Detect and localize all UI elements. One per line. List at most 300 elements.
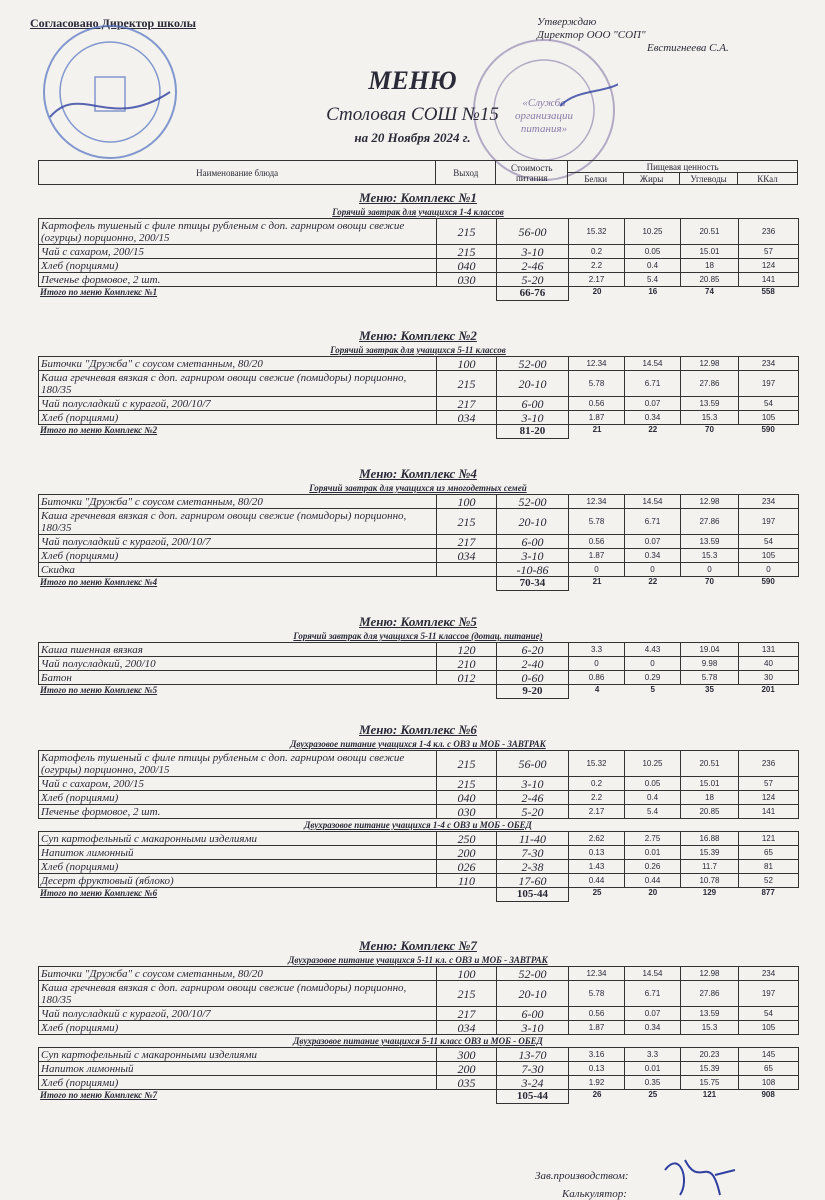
dish-fat: 0.34: [625, 1021, 681, 1035]
dish-protein: 5.78: [569, 509, 625, 535]
menu-table: [38, 356, 799, 425]
table-row: [39, 245, 799, 259]
total-carbs: 129: [702, 888, 717, 897]
dish-protein: 1.87: [569, 1021, 625, 1035]
total-carbs: 74: [705, 287, 714, 296]
dish-yield: 215: [437, 777, 497, 791]
complex-title: Меню: Комплекс №1: [359, 190, 477, 205]
dish-fat: 0: [625, 563, 681, 577]
table-row: [39, 371, 799, 397]
dish-fat: 5.4: [625, 805, 681, 819]
dish-carbs: 18: [681, 791, 739, 805]
dish-yield: 215: [437, 509, 497, 535]
dish-price: 3-10: [497, 549, 569, 563]
dish-name: Чай полусладкий с курагой, 200/10/7: [39, 1007, 437, 1021]
complex-subtitle: Горячий завтрак для учащихся 5-11 классов: [330, 345, 506, 355]
dish-price: 3-10: [497, 777, 569, 791]
total-fat: 22: [648, 425, 658, 434]
dish-price: 5-20: [497, 273, 569, 287]
table-row: [39, 259, 799, 273]
dish-protein: 0.44: [569, 874, 625, 888]
dish-protein: 1.87: [569, 411, 625, 425]
dish-yield: 200: [437, 846, 497, 860]
school-title: Столовая СОШ №15: [326, 104, 499, 125]
dish-price: 3-10: [497, 1021, 569, 1035]
dish-yield: 035: [437, 1076, 497, 1090]
total-protein: 26: [592, 1090, 602, 1099]
dish-name: Хлеб (порциями): [39, 411, 437, 425]
dish-price: 56-00: [497, 219, 569, 245]
dish-fat: 0.07: [625, 1007, 681, 1021]
dish-name: Хлеб (порциями): [39, 1076, 437, 1090]
dish-protein: 2.2: [569, 791, 625, 805]
dish-fat: 14.54: [625, 495, 681, 509]
dish-name: Хлеб (порциями): [39, 549, 437, 563]
dish-price: 6-00: [497, 397, 569, 411]
dish-kcal: 234: [739, 967, 799, 981]
complex-title: Меню: Комплекс №4: [359, 466, 477, 481]
dish-yield: 030: [437, 273, 497, 287]
dish-carbs: 15.3: [681, 411, 739, 425]
dish-name: Чай полусладкий, 200/10: [39, 657, 437, 671]
dish-price: 3-10: [497, 411, 569, 425]
total-carbs: 70: [705, 577, 714, 586]
dish-yield: 217: [437, 1007, 497, 1021]
dish-fat: 0.4: [625, 791, 681, 805]
col-carbs: Углеводы: [680, 173, 738, 185]
approve-line: Утверждаю: [537, 16, 597, 28]
dish-fat: 0.35: [625, 1076, 681, 1090]
complex-section: [38, 938, 798, 1104]
dish-name: Суп картофельный с макаронными изделиями: [39, 832, 437, 846]
page-title: МЕНЮ: [368, 66, 457, 95]
table-row: [39, 805, 799, 819]
dish-carbs: 27.86: [681, 371, 739, 397]
dish-name: Хлеб (порциями): [39, 860, 437, 874]
dish-price: 7-30: [497, 1062, 569, 1076]
dish-kcal: 40: [739, 657, 799, 671]
complex-total: [38, 685, 798, 699]
dish-price: 2-38: [497, 860, 569, 874]
dish-yield: 030: [437, 805, 497, 819]
date-title: на 20 Ноября 2024 г.: [354, 130, 471, 145]
dish-kcal: 197: [739, 509, 799, 535]
total-label: Итого по меню Комплекс №6: [40, 888, 158, 898]
svg-text:организации: организации: [514, 110, 574, 122]
menu-table: [38, 1047, 799, 1090]
col-price: Стоимость питания: [496, 161, 568, 185]
dish-carbs: 15.3: [681, 549, 739, 563]
dish-price: 6-20: [497, 643, 569, 657]
dish-kcal: 57: [739, 777, 799, 791]
dish-yield: 012: [437, 671, 497, 685]
table-row: [39, 397, 799, 411]
total-kcal: 908: [761, 1090, 775, 1099]
dish-yield: 040: [437, 259, 497, 273]
dish-kcal: 54: [739, 397, 799, 411]
dish-fat: 0.05: [625, 777, 681, 791]
dish-name: Чай с сахаром, 200/15: [39, 777, 437, 791]
table-row: [39, 832, 799, 846]
table-row: [39, 509, 799, 535]
dish-fat: 0.29: [625, 671, 681, 685]
dish-carbs: 19.04: [681, 643, 739, 657]
dish-fat: 0.4: [625, 259, 681, 273]
dish-fat: 0: [625, 657, 681, 671]
dish-kcal: 145: [739, 1048, 799, 1062]
menu-table: [38, 218, 799, 287]
dish-protein: 0.86: [569, 671, 625, 685]
dish-protein: 12.34: [569, 357, 625, 371]
dish-protein: 3.16: [569, 1048, 625, 1062]
dish-name: Печенье формовое, 2 шт.: [39, 805, 437, 819]
dish-name: Биточки "Дружба" с соусом сметанным, 80/20: [39, 495, 437, 509]
dish-fat: 14.54: [625, 967, 681, 981]
dish-name: Скидка: [39, 563, 437, 577]
dish-fat: 0.26: [625, 860, 681, 874]
dish-price: 52-00: [497, 495, 569, 509]
dish-price: 11-40: [497, 832, 569, 846]
dish-yield: 026: [437, 860, 497, 874]
dish-yield: 217: [437, 535, 497, 549]
dish-carbs: 5.78: [681, 671, 739, 685]
menu-table: [38, 831, 799, 888]
signature: [660, 1150, 740, 1200]
dish-carbs: 27.86: [681, 509, 739, 535]
dish-fat: 6.71: [625, 981, 681, 1007]
dish-price: 20-10: [497, 371, 569, 397]
dish-kcal: 124: [739, 259, 799, 273]
total-label: Итого по меню Комплекс №7: [40, 1090, 158, 1100]
complex-title: Меню: Комплекс №2: [359, 328, 477, 343]
total-protein: 4: [594, 685, 600, 694]
complex-section: [38, 722, 798, 902]
dish-kcal: 57: [739, 245, 799, 259]
col-name: Наименование блюда: [39, 161, 436, 185]
dish-name: Хлеб (порциями): [39, 1021, 437, 1035]
calculator-label: Калькулятор:: [562, 1188, 627, 1200]
dish-kcal: 236: [739, 751, 799, 777]
approve-director: Директор ООО "СОП": [537, 29, 646, 41]
dish-yield: 034: [437, 549, 497, 563]
complex-subtitle: Горячий завтрак для учащихся 5-11 классов (дотац. питание): [293, 631, 543, 641]
dish-name: Чай полусладкий с курагой, 200/10/7: [39, 535, 437, 549]
total-protein: 21: [592, 425, 602, 434]
dish-kcal: 52: [739, 874, 799, 888]
table-row: [39, 549, 799, 563]
dish-protein: 15.32: [569, 751, 625, 777]
col-protein: Белки: [568, 173, 624, 185]
dish-yield: 100: [437, 357, 497, 371]
menu-table: [38, 642, 799, 685]
total-kcal: 590: [761, 577, 775, 586]
dish-name: Каша гречневая вязкая с доп. гарниром овощи свежие (помидоры) порционно, 180/35: [39, 981, 437, 1007]
complex-title: Меню: Комплекс №7: [359, 938, 477, 953]
table-row: [39, 411, 799, 425]
dish-kcal: 131: [739, 643, 799, 657]
dish-kcal: 105: [739, 1021, 799, 1035]
table-row: [39, 671, 799, 685]
dish-yield: 200: [437, 1062, 497, 1076]
dish-fat: 0.34: [625, 549, 681, 563]
dish-price: 13-70: [497, 1048, 569, 1062]
dish-fat: 10.25: [625, 751, 681, 777]
dish-protein: 0: [569, 657, 625, 671]
dish-kcal: 54: [739, 1007, 799, 1021]
dish-carbs: 20.51: [681, 751, 739, 777]
dish-protein: 15.32: [569, 219, 625, 245]
dish-carbs: 13.59: [681, 397, 739, 411]
total-sum: 9-20: [496, 685, 570, 699]
dish-fat: 0.44: [625, 874, 681, 888]
table-row: [39, 563, 799, 577]
dish-carbs: 15.39: [681, 1062, 739, 1076]
dish-carbs: 18: [681, 259, 739, 273]
table-row: [39, 791, 799, 805]
dish-name: Каша гречневая вязкая с доп. гарниром овощи свежие (помидоры) порционно, 180/35: [39, 509, 437, 535]
column-header: [38, 160, 798, 185]
total-protein: 20: [592, 287, 602, 296]
dish-price: 52-00: [497, 967, 569, 981]
dish-name: Хлеб (порциями): [39, 791, 437, 805]
dish-carbs: 15.01: [681, 245, 739, 259]
dish-carbs: 20.85: [681, 273, 739, 287]
dish-yield: 250: [437, 832, 497, 846]
table-row: [39, 846, 799, 860]
dish-name: Чай с сахаром, 200/15: [39, 245, 437, 259]
total-sum: 105-44: [496, 888, 570, 902]
dish-name: Печенье формовое, 2 шт.: [39, 273, 437, 287]
dish-fat: 6.71: [625, 371, 681, 397]
dish-kcal: 0: [739, 563, 799, 577]
dish-carbs: 9.98: [681, 657, 739, 671]
total-fat: 5: [650, 685, 655, 694]
complex-subtitle: Двухразовое питание учащихся 1-4 с ОВЗ и МОБ - ОБЕД: [304, 820, 532, 830]
dish-fat: 3.3: [625, 1048, 681, 1062]
dish-yield: 217: [437, 397, 497, 411]
dish-kcal: 30: [739, 671, 799, 685]
dish-price: 20-10: [497, 509, 569, 535]
table-row: [39, 1007, 799, 1021]
dish-protein: 0.56: [569, 397, 625, 411]
complex-total: [38, 425, 798, 439]
dish-protein: 1.87: [569, 549, 625, 563]
dish-fat: 6.71: [625, 509, 681, 535]
dish-name: Напиток лимонный: [39, 1062, 437, 1076]
dish-price: 6-00: [497, 1007, 569, 1021]
dish-yield: [437, 563, 497, 577]
dish-kcal: 54: [739, 535, 799, 549]
dish-name: Хлеб (порциями): [39, 259, 437, 273]
table-row: [39, 1021, 799, 1035]
total-sum: 81-20: [496, 425, 570, 439]
total-carbs: 70: [705, 425, 714, 434]
dish-yield: 210: [437, 657, 497, 671]
dish-kcal: 108: [739, 1076, 799, 1090]
dish-price: 3-24: [497, 1076, 569, 1090]
dish-yield: 300: [437, 1048, 497, 1062]
dish-price: 20-10: [497, 981, 569, 1007]
col-yield: Выход: [436, 161, 496, 185]
dish-carbs: 12.98: [681, 357, 739, 371]
dish-fat: 0.01: [625, 846, 681, 860]
dish-carbs: 16.88: [681, 832, 739, 846]
complex-subtitle: Двухразовое питание учащихся 1-4 кл. с ОВЗ и МОБ - ЗАВТРАК: [290, 739, 546, 749]
dish-protein: 0.56: [569, 535, 625, 549]
dish-kcal: 234: [739, 357, 799, 371]
dish-kcal: 81: [739, 860, 799, 874]
complex-subtitle: Горячий завтрак для учащихся из многодетных семей: [309, 483, 527, 493]
menu-table: [38, 750, 799, 819]
total-fat: 25: [648, 1090, 658, 1099]
dish-carbs: 15.3: [681, 1021, 739, 1035]
complex-title: Меню: Комплекс №6: [359, 722, 477, 737]
dish-protein: 12.34: [569, 967, 625, 981]
dish-carbs: 20.23: [681, 1048, 739, 1062]
dish-protein: 1.43: [569, 860, 625, 874]
dish-protein: 0: [569, 563, 625, 577]
dish-kcal: 121: [739, 832, 799, 846]
dish-carbs: 20.51: [681, 219, 739, 245]
production-label: Зав.производством:: [535, 1170, 629, 1182]
total-label: Итого по меню Комплекс №4: [40, 577, 158, 587]
dish-fat: 5.4: [625, 273, 681, 287]
table-row: [39, 777, 799, 791]
table-row: [39, 967, 799, 981]
table-row: [39, 535, 799, 549]
svg-text:питания»: питания»: [520, 123, 568, 135]
complex-title: Меню: Комплекс №5: [359, 614, 477, 629]
dish-carbs: 11.7: [681, 860, 739, 874]
dish-price: 56-00: [497, 751, 569, 777]
dish-fat: 14.54: [625, 357, 681, 371]
col-fat: Жиры: [624, 173, 680, 185]
dish-name: Биточки "Дружба" с соусом сметанным, 80/20: [39, 357, 437, 371]
complex-section: [38, 328, 798, 439]
dish-price: 3-10: [497, 245, 569, 259]
dish-carbs: 20.85: [681, 805, 739, 819]
dish-name: Напиток лимонный: [39, 846, 437, 860]
dish-name: Картофель тушеный с филе птицы рубленым с доп. гарниром овощи свежие (огурцы) порционно, 200/15: [39, 751, 437, 777]
dish-fat: 0.34: [625, 411, 681, 425]
dish-fat: 0.01: [625, 1062, 681, 1076]
total-label: Итого по меню Комплекс №5: [40, 685, 158, 695]
table-row: [39, 219, 799, 245]
dish-price: 5-20: [497, 805, 569, 819]
menu-table: [38, 966, 799, 1035]
dish-yield: 034: [437, 1021, 497, 1035]
dish-price: 52-00: [497, 357, 569, 371]
complex-subtitle: Двухразовое питание учащихся 5-11 кл. с ОВЗ и МОБ - ЗАВТРАК: [288, 955, 548, 965]
dish-protein: 2.2: [569, 259, 625, 273]
dish-protein: 0.2: [569, 245, 625, 259]
complex-total: [38, 1090, 798, 1104]
dish-kcal: 141: [739, 273, 799, 287]
dish-name: Картофель тушеный с филе птицы рубленым с доп. гарниром овощи свежие (огурцы) порционно, 200/15: [39, 219, 437, 245]
dish-protein: 12.34: [569, 495, 625, 509]
table-row: [39, 860, 799, 874]
total-kcal: 590: [761, 425, 775, 434]
dish-yield: 040: [437, 791, 497, 805]
total-sum: 70-34: [496, 577, 570, 591]
total-label: Итого по меню Комплекс №2: [40, 425, 158, 435]
dish-price: -10-86: [497, 563, 569, 577]
table-row: [39, 874, 799, 888]
total-kcal: 558: [761, 287, 775, 296]
dish-yield: 100: [437, 495, 497, 509]
dish-protein: 1.92: [569, 1076, 625, 1090]
dish-yield: 215: [437, 371, 497, 397]
dish-kcal: 197: [739, 981, 799, 1007]
dish-name: Биточки "Дружба" с соусом сметанным, 80/20: [39, 967, 437, 981]
dish-protein: 5.78: [569, 981, 625, 1007]
dish-protein: 0.2: [569, 777, 625, 791]
dish-price: 2-40: [497, 657, 569, 671]
dish-protein: 3.3: [569, 643, 625, 657]
dish-yield: 110: [437, 874, 497, 888]
dish-carbs: 13.59: [681, 1007, 739, 1021]
dish-kcal: 65: [739, 1062, 799, 1076]
total-protein: 21: [592, 577, 602, 586]
dish-kcal: 234: [739, 495, 799, 509]
svg-text:«Служба: «Служба: [522, 97, 566, 109]
table-row: [39, 495, 799, 509]
total-protein: 25: [592, 888, 602, 897]
total-fat: 22: [648, 577, 658, 586]
dish-price: 2-46: [497, 259, 569, 273]
dish-fat: 0.07: [625, 535, 681, 549]
dish-yield: 120: [437, 643, 497, 657]
dish-yield: 034: [437, 411, 497, 425]
col-nutrition: Пищевая ценность: [568, 161, 798, 173]
dish-price: 6-00: [497, 535, 569, 549]
table-row: [39, 273, 799, 287]
agreed-label: Согласовано Директор школы: [30, 16, 196, 30]
dish-protein: 0.13: [569, 846, 625, 860]
dish-carbs: 12.98: [681, 967, 739, 981]
dish-yield: 215: [437, 981, 497, 1007]
dish-protein: 2.62: [569, 832, 625, 846]
dish-yield: 215: [437, 751, 497, 777]
dish-name: Суп картофельный с макаронными изделиями: [39, 1048, 437, 1062]
complex-subtitle: Двухразовое питание учащихся 5-11 класс ОВЗ и МОБ - ОБЕД: [293, 1036, 543, 1046]
total-label: Итого по меню Комплекс №1: [40, 287, 158, 297]
dish-protein: 0.56: [569, 1007, 625, 1021]
dish-carbs: 10.78: [681, 874, 739, 888]
total-sum: 105-44: [496, 1090, 570, 1104]
complex-subtitle: Горячий завтрак для учащихся 1-4 классов: [332, 207, 504, 217]
dish-fat: 2.75: [625, 832, 681, 846]
table-row: [39, 657, 799, 671]
dish-carbs: 0: [681, 563, 739, 577]
approve-name: Евстигнеева С.А.: [647, 42, 729, 54]
dish-kcal: 236: [739, 219, 799, 245]
table-row: [39, 643, 799, 657]
complex-total: [38, 287, 798, 301]
dish-yield: 100: [437, 967, 497, 981]
dish-carbs: 15.01: [681, 777, 739, 791]
total-kcal: 877: [761, 888, 775, 897]
complex-section: [38, 190, 798, 301]
dish-carbs: 12.98: [681, 495, 739, 509]
dish-price: 2-46: [497, 791, 569, 805]
dish-protein: 0.13: [569, 1062, 625, 1076]
table-row: [39, 1048, 799, 1062]
complex-total: [38, 577, 798, 591]
dish-kcal: 105: [739, 411, 799, 425]
complex-total: [38, 888, 798, 902]
total-carbs: 121: [702, 1090, 717, 1099]
